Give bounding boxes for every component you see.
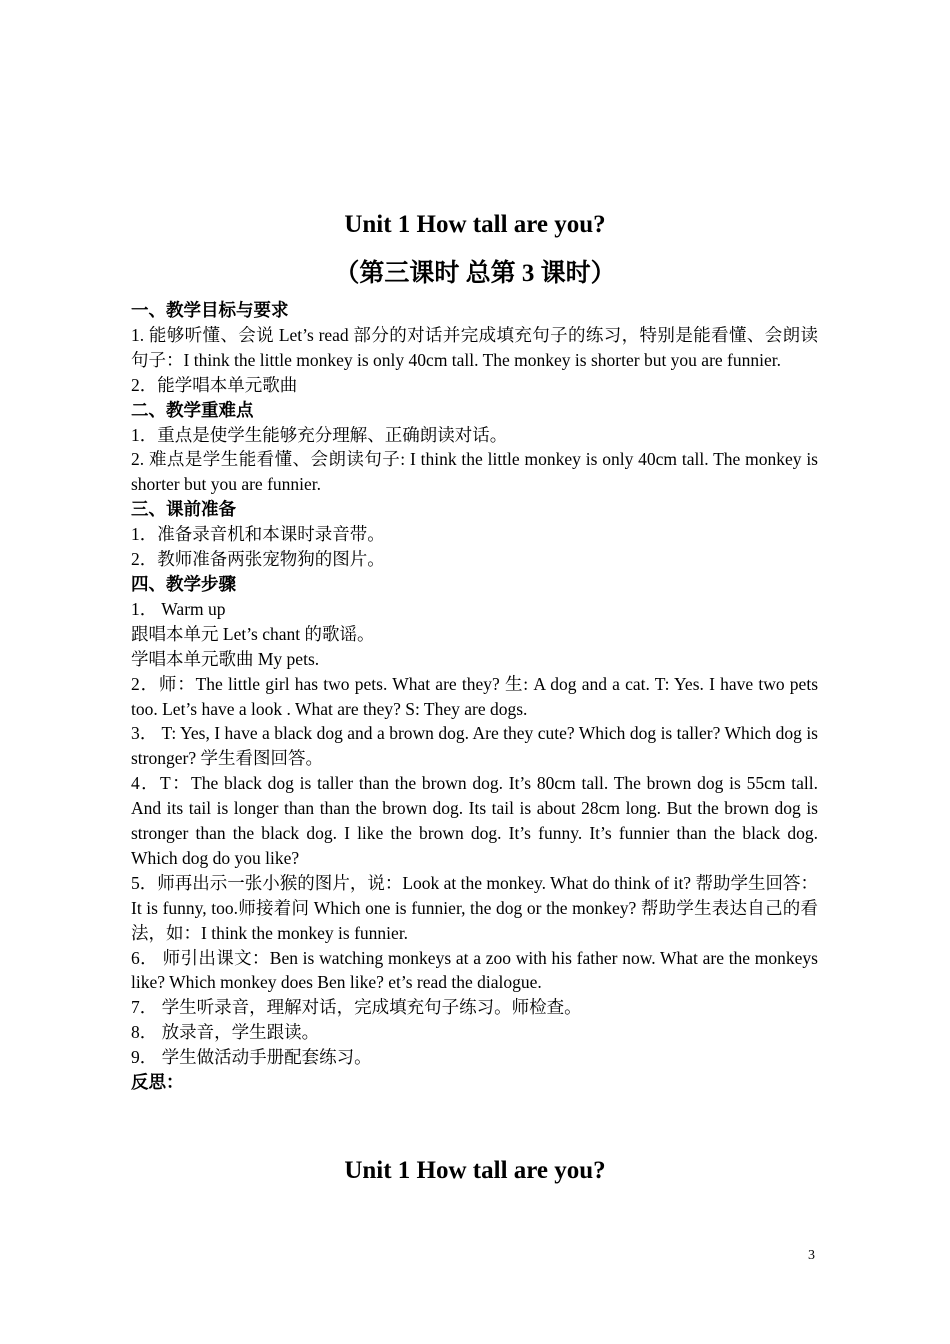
section-heading: 一、教学目标与要求 [131, 300, 289, 320]
section-heading: 二、教学重难点 [131, 399, 254, 420]
paragraph: 1. 能够听懂、会说 Let’s read 部分的对话并完成填充句子的练习，特别是能看懂、会朗读句子：I think the little monkey is only 40cm tall. The monkey is shorter but you are funnier. [131, 324, 818, 370]
lesson-subtitle: （第三课时 总第 3 课时） [334, 260, 616, 287]
paragraph: 4．T：The black dog is taller than the brown dog. It’s 80cm tall. The brown dog is 55cm tall. And its tail is longer than than the brown dog. Its tail is about 28cm long. But the brown dog is stronger than the black dog. I like the brown dog. It’s funny. It’s funnier than the black dog. Which dog do you like? [131, 773, 818, 868]
paragraph: 7． 学生听录音，理解对话，完成填充句子练习。师检查。 [131, 997, 582, 1018]
paragraph: 6． 师引出课文：Ben is watching monkeys at a zoo with his father now. What are the monkeys like? Which monkey does Ben like? et’s read the dialogue. [131, 947, 818, 993]
paragraph: 跟唱本单元 Let’s chant 的歌谣。 [131, 623, 375, 644]
paragraph: 8． 放录音，学生跟读。 [131, 1022, 320, 1043]
paragraph: 学唱本单元歌曲 My pets. [131, 648, 320, 669]
paragraph: 2．能学唱本单元歌曲 [131, 374, 298, 395]
section-heading: 反思： [131, 1072, 184, 1093]
paragraph: 3． T: Yes, I have a black dog and a brown dog. Are they cute? Which dog is taller? Which dog is stronger? 学生看图回答。 [131, 723, 818, 769]
paragraph: 5．师再出示一张小猴的图片，说：Look at the monkey. What do think of it? 帮助学生回答：It is funny, too.师接着问 Which one is funnier, the dog or the monkey? 帮助学生表达自己的看法，如：I think the monkey is funnier. [131, 872, 818, 943]
next-unit-title: Unit 1 How tall are you? [344, 1157, 606, 1184]
paragraph: 1．准备录音机和本课时录音带。 [131, 524, 385, 545]
paragraph: 9． 学生做活动手册配套练习。 [131, 1047, 372, 1068]
lesson-body [131, 298, 818, 1095]
paragraph: 2．教师准备两张宠物狗的图片。 [131, 549, 385, 570]
section-heading: 四、教学步骤 [131, 573, 236, 594]
page-title: Unit 1 How tall are you? [344, 211, 606, 238]
page-number: 3 [808, 1248, 815, 1263]
paragraph: 2. 难点是学生能看懂、会朗读句子: I think the little monkey is only 40cm tall. The monkey is shorter but you are funnier. [131, 449, 818, 495]
paragraph: 1．重点是使学生能够充分理解、正确朗读对话。 [131, 424, 508, 445]
section-heading: 三、课前准备 [131, 499, 236, 520]
paragraph: 1． Warm up [131, 598, 226, 619]
paragraph: 2．师：The little girl has two pets. What are they? 生: A dog and a cat. T: Yes. I have two pets too. Let’s have a look . What are they? S: They are dogs. [131, 673, 818, 719]
